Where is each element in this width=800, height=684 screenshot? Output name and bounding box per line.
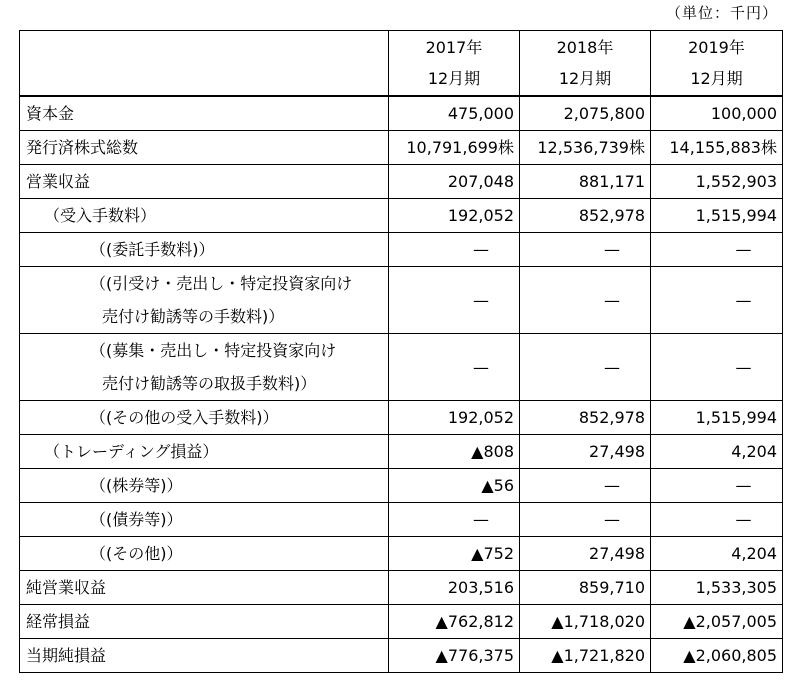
- year-label: 2018年: [556, 38, 614, 57]
- unit-note: （単位：千円）: [665, 4, 778, 22]
- label-line: （(引受け・売出し・特定投資家向け: [90, 274, 353, 293]
- table-row: [20, 267, 783, 334]
- table-cell: 12,536,739株: [520, 131, 651, 165]
- row-label-brokerage-commission: （(委託手数料)）: [20, 233, 389, 267]
- table-cell: 100,000: [651, 96, 783, 131]
- table-cell: 1,515,994: [651, 401, 783, 435]
- row-label-commission-received: （受入手数料）: [20, 199, 389, 233]
- table-cell: 852,978: [520, 401, 651, 435]
- row-label-other: （(その他)）: [20, 537, 389, 571]
- header-blank-cell: [20, 31, 389, 97]
- table-row: [20, 199, 783, 233]
- row-label-ordinary-income: 経常損益: [20, 605, 389, 639]
- table-cell: 859,710: [520, 571, 651, 605]
- table-cell: 192,052: [389, 199, 520, 233]
- header-year-2019: [651, 31, 783, 97]
- table-header-row: [20, 31, 783, 97]
- table-row: [20, 503, 783, 537]
- table-row: [20, 131, 783, 165]
- table-cell: —: [389, 267, 520, 334]
- table-cell: ▲56: [389, 469, 520, 503]
- table-cell: —: [520, 233, 651, 267]
- table-row: [20, 605, 783, 639]
- table-cell: 27,498: [520, 435, 651, 469]
- table-cell: 2,075,800: [520, 96, 651, 131]
- table-row: [20, 334, 783, 401]
- table-cell: ▲776,375: [389, 639, 520, 673]
- table-cell: —: [651, 469, 783, 503]
- period-label: 12月期: [558, 69, 612, 88]
- table-row: [20, 435, 783, 469]
- table-cell: ▲808: [389, 435, 520, 469]
- row-label-operating-revenue: 営業収益: [20, 165, 389, 199]
- table-cell: 27,498: [520, 537, 651, 571]
- table-cell: ▲2,057,005: [651, 605, 783, 639]
- table-cell: 475,000: [389, 96, 520, 131]
- period-label: 12月期: [427, 69, 481, 88]
- header-year-2018: [520, 31, 651, 97]
- label-line: 売付け勧誘等の手数料)）: [102, 307, 285, 326]
- row-label-other-commission: （(その他の受入手数料)）: [20, 401, 389, 435]
- table-cell: —: [389, 233, 520, 267]
- row-label-net-income: 当期純損益: [20, 639, 389, 673]
- table-cell: —: [520, 503, 651, 537]
- row-label-bonds: （(債券等)）: [20, 503, 389, 537]
- row-label-underwriting-commission: [20, 267, 389, 334]
- table-cell: 203,516: [389, 571, 520, 605]
- table-cell: —: [651, 503, 783, 537]
- table-cell: ▲752: [389, 537, 520, 571]
- financial-table: [19, 30, 783, 673]
- table-row: [20, 571, 783, 605]
- table-cell: 1,533,305: [651, 571, 783, 605]
- table-row: [20, 233, 783, 267]
- table-cell: 10,791,699株: [389, 131, 520, 165]
- label-line: 売付け勧誘等の取扱手数料)）: [102, 374, 317, 393]
- table-cell: 881,171: [520, 165, 651, 199]
- year-label: 2019年: [688, 38, 745, 57]
- row-label-trading-gain-loss: （トレーディング損益）: [20, 435, 389, 469]
- table-cell: 1,552,903: [651, 165, 783, 199]
- table-cell: 4,204: [651, 435, 783, 469]
- label-line: （(募集・売出し・特定投資家向け: [90, 341, 337, 360]
- table-cell: —: [651, 334, 783, 401]
- year-label: 2017年: [425, 38, 483, 57]
- table-cell: 192,052: [389, 401, 520, 435]
- row-label-offering-commission: [20, 334, 389, 401]
- table-cell: ▲762,812: [389, 605, 520, 639]
- table-cell: ▲1,718,020: [520, 605, 651, 639]
- row-label-shares: 発行済株式総数: [20, 131, 389, 165]
- table-cell: 852,978: [520, 199, 651, 233]
- table-cell: 1,515,994: [651, 199, 783, 233]
- table-cell: 4,204: [651, 537, 783, 571]
- table-row: [20, 401, 783, 435]
- table-row: [20, 96, 783, 131]
- row-label-capital: 資本金: [20, 96, 389, 131]
- table-cell: —: [520, 469, 651, 503]
- table-row: [20, 639, 783, 673]
- row-label-equities: （(株券等)）: [20, 469, 389, 503]
- table-cell: —: [389, 503, 520, 537]
- table-cell: —: [389, 334, 520, 401]
- table-cell: —: [520, 267, 651, 334]
- header-year-2017: [389, 31, 520, 97]
- table-row: [20, 469, 783, 503]
- table-row: [20, 537, 783, 571]
- table-cell: —: [520, 334, 651, 401]
- table-cell: —: [651, 233, 783, 267]
- table-cell: ▲2,060,805: [651, 639, 783, 673]
- table-cell: 14,155,883株: [651, 131, 783, 165]
- period-label: 12月期: [690, 69, 743, 88]
- table-cell: 207,048: [389, 165, 520, 199]
- table-row: [20, 165, 783, 199]
- table-cell: —: [651, 267, 783, 334]
- row-label-net-operating-revenue: 純営業収益: [20, 571, 389, 605]
- table-cell: ▲1,721,820: [520, 639, 651, 673]
